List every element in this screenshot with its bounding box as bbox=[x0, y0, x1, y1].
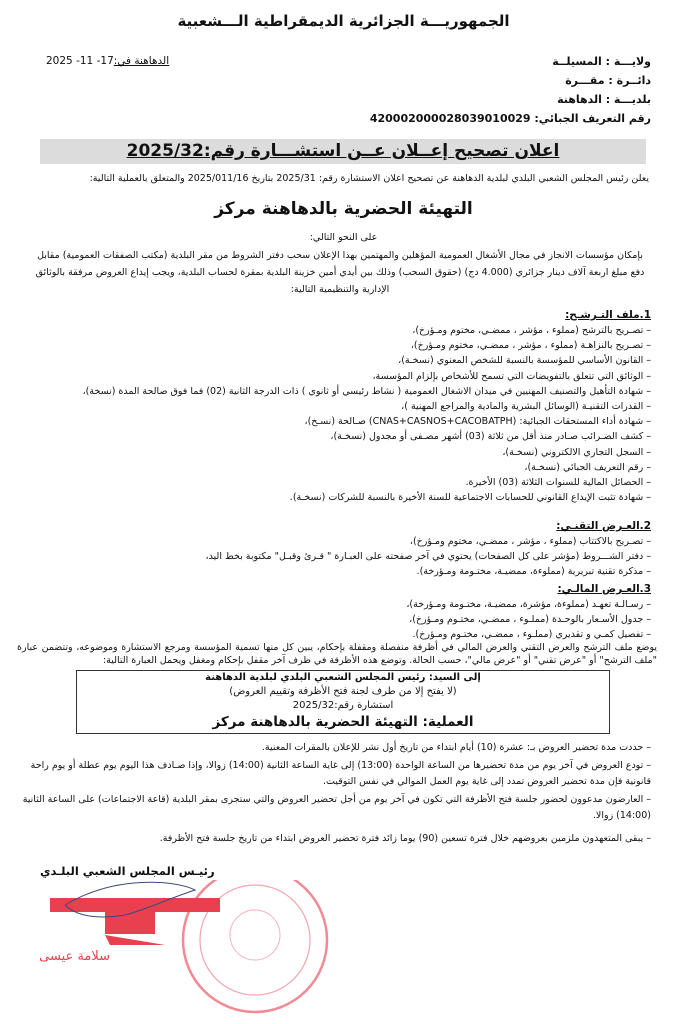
section-technical-offer bbox=[21, 519, 651, 580]
manner-text: على النحو التالي: bbox=[309, 232, 378, 243]
list-item: – رسـالـة تعهـد (مملوءة، مؤشرة، ممضيـة، مختـومة ومـؤرخة)، bbox=[406, 599, 651, 610]
list-item: – شهادة أداء المستحقات الجبائية: (CNAS+CASNOS+CACOBATPH) صـالحة (نسـخ)، bbox=[304, 416, 651, 428]
list-item: – القانون الأساسي للمؤسسة بالنسبة للشخص المعنوي (نسخـة)، bbox=[398, 355, 651, 367]
section-financial-offer bbox=[21, 582, 651, 643]
admin-header bbox=[370, 52, 651, 128]
conditions-paragraph: بإمكان مؤسسات الانجاز في مجال الأشغال العمومية المؤهلين والمهتمين بهذا الإعلان سحب دفتر الشروط من مقر البلدية (مكتب الصفقات العمومية) مقابل دفع مبلغ اربعة آلاف دينار جزائري (4.000 دج) (حقوق السحب) وذلك بين أيدي أمين خزينة البلدية بمقرة لحساب البلدية، ويجب إيداع العروض مرفقة بالوثائق الإدارية والتنظيمية التالية: bbox=[35, 250, 645, 295]
list-item: – شهادة تثبت الإيداع القانوني للحسابات الاجتماعية للسنة الأخيرة بالنسبة للشركات (نسخـة). bbox=[289, 492, 651, 504]
list-item: – تصـريح بالاكتتاب (مملوء ، مؤشر ، ممضـي، مختوم ومـؤرخ)، bbox=[409, 536, 651, 547]
section-heading bbox=[21, 519, 651, 534]
list-item: – دفتر الشـــروط (مؤشر على كل الصفحات) يحتوي في آخر صفحته على العبـارة " قـرئ وقبـل" مكتوبة بخط اليد، bbox=[205, 551, 651, 563]
signature-title: رئيـس المجلس الشعبي البلـدي bbox=[40, 864, 215, 878]
title-banner bbox=[40, 139, 646, 164]
list-item: – الحصائل المالية للسنوات الثلاثة (03) الأخيرة. bbox=[465, 477, 651, 489]
section-candidacy bbox=[21, 308, 651, 505]
list-item: – تصـريح بالترشح (مملوء ، مؤشر ، ممضـي، مختوم ومـؤرخ)، bbox=[412, 325, 651, 336]
date-value: 17- 11- 2025 bbox=[46, 55, 114, 67]
list-item: – رقم التعريف الجبائي (نسخـة)، bbox=[524, 461, 651, 473]
envelope-operation: العملية: التهيئة الحضرية بالدهاهنة مركز bbox=[212, 714, 474, 730]
list-item: – تصـريح بالنزاهـة (مملوء ، مؤشر ، ممضـي، مختوم ومـؤرخ)، bbox=[410, 340, 651, 352]
date-label: الدهاهنة في: bbox=[113, 55, 170, 67]
note-item: – يبقى المتعهدون ملزمين بعروضهم خلال فترة تسعين (90) يوما زائد فترة تحضير العروض ابتداء من تاريخ جلسة فتح الأظرفة. bbox=[159, 832, 651, 844]
section-title: 3.العـرض المالـي: bbox=[557, 583, 651, 595]
envelope-paragraph: يوضع ملف الترشح والعرض التقني والعرض المالي في أظرفة منفصلة ومقفلة بإحكام، يبين كل منها تسمية المؤسسة ومرجع الاستشارة وموضوعه، وتتضمن عبارة "ملف الترشح" أو "عرض تقني" أو "عرض مالي"، حسب الحالة. وتوضع هذه الأظرفة في ظرف آخر مقفل بإحكام ومغفل ويحمل العبارة التالية: bbox=[17, 642, 657, 666]
section-heading bbox=[21, 308, 651, 323]
section-heading bbox=[21, 582, 651, 597]
envelope-note: (لا يفتح إلا من طرف لجنة فتح الأظرفة وتقييم العروض) bbox=[229, 686, 457, 697]
daira: دائــرة : مقـــرة bbox=[565, 74, 651, 87]
official-stamp-and-signature bbox=[25, 880, 335, 1020]
commune: بلديـــة : الدهاهنة bbox=[557, 93, 651, 106]
wilaya: ولايـــة : المسيلــة bbox=[552, 55, 651, 68]
note-item: – حددت مدة تحضير العروض بـ: عشرة (10) أيام ابتداء من تاريخ أول نشر للإعلان بالمقرات المعنية. bbox=[261, 742, 651, 753]
list-item: – الوثائق التي تتعلق بالتفويضات التي تسمح للأشخاص بإلزام المؤسسة، bbox=[372, 370, 651, 382]
intro-text: يعلن رئيس المجلس الشعبي البلدي لبلدية الدهاهنة عن تصحيح اعلان الاستشارة رقم: 2025/31 بتاريخ 2025/011/16 والمتعلق بالعملية التالية: bbox=[89, 173, 649, 184]
section-title: 2.العـرض التقنـي: bbox=[556, 520, 651, 532]
tax-id: رقم التعريف الجبائي: 420002000028039010029 bbox=[369, 112, 651, 125]
envelope-addressee: إلى السيد: رئيس المجلس الشعبي البلدي لبلدية الدهاهنة bbox=[205, 672, 481, 683]
announcement-title: اعلان تصحيح إعــلان عــن استشـــارة رقم:2025/32 bbox=[126, 141, 560, 161]
republic-heading: الجمهوريـــة الجزائرية الديمقراطية الـــشعبية bbox=[177, 12, 510, 30]
list-item: – جدول الأسـعار بالوحـدة (مملـوء ، ممضـي، مختـوم ومـؤرخ)، bbox=[409, 614, 651, 626]
signer-name: سلامة عيسى bbox=[39, 949, 110, 964]
note-item: – تودع العروض في آخر يوم من مدة تحضيرها من الساعة الواحدة (13:00) إلى غاية الساعة الثانية (14:00) زوالا، وإذا صـادف هذا اليوم يوم عطلة أو يوم راحة قانونية فإن مدة تحضير العروض تمدد إلى غاية يوم العمل الموالي في نفس التوقيت. bbox=[30, 759, 651, 787]
name-stamp-icon bbox=[39, 898, 220, 964]
list-item: – شهادة التأهيل والتصنيف المهنيين في ميدان الاشغال العمومية ( نشاط رئيسي أو ثانوي ) ذات الدرجة الثانية (02) فما فوق صالحة المدة (نسخة)، bbox=[82, 385, 651, 397]
envelope-consultation: استشارة رقم:2025/32 bbox=[292, 700, 394, 711]
section-title: 1.ملف التـرشـح: bbox=[565, 309, 651, 321]
note-item: – العارضون مدعوون لحضور جلسة فتح الأظرفة التي تكون في آخر يوم من أجل تحضير العروض والتي ستجرى بمقر البلدية (قاعة الاجتماعات) على الساعة الثانية (14:00) زوالا. bbox=[22, 793, 651, 821]
list-item: – مذكرة تقنية تبريرية (مملوءة، ممضيـة، مختـومة ومـؤرخة). bbox=[416, 566, 651, 578]
list-item: – كشف الضـرائب صـادر منذ أقل من ثلاثة (03) أشهر مصـفى أو مجدول (نسخـة)، bbox=[330, 431, 651, 443]
list-item: – السجل التجاري الالكتروني (نسخـة)، bbox=[502, 446, 651, 458]
list-item: – القدرات التقنيـة (الوسائل البشرية والمادية والمراجع المهنية )، bbox=[401, 401, 651, 413]
list-item: – تفصيل كمـي و تقديري (مملـوء ، ممضـي، مختـوم ومـؤرخ). bbox=[412, 629, 651, 641]
envelope-box bbox=[76, 670, 610, 734]
project-title: التهيئة الحضرية بالدهاهنة مركز bbox=[214, 199, 473, 219]
notes-list bbox=[21, 740, 651, 848]
date-line bbox=[46, 55, 169, 67]
